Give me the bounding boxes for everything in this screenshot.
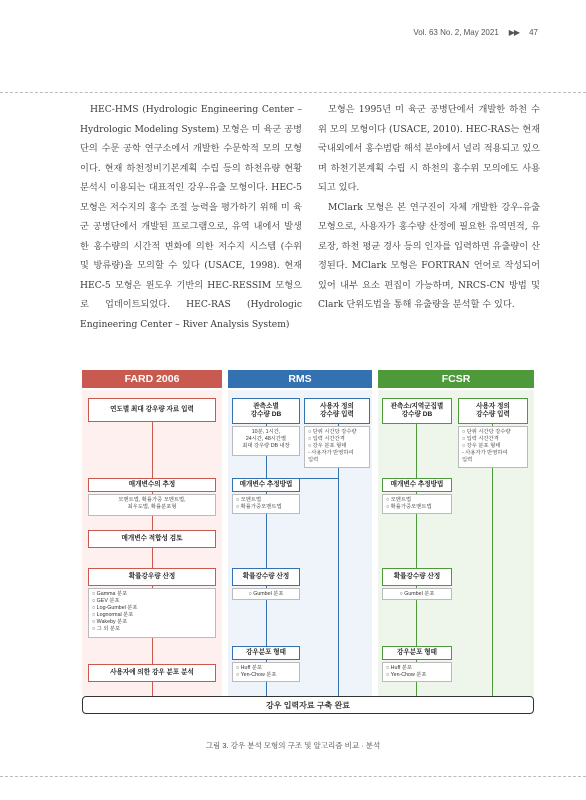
page-number: 47: [529, 28, 538, 37]
rms-db-box: 관측소별 강수량 DB: [232, 398, 300, 424]
running-header: [413, 28, 538, 37]
fcsr-prob-box: 확률강수량 산정: [382, 568, 452, 586]
volume-info: Vol. 63 No. 2, May 2021: [413, 28, 499, 37]
fard-fit-box: 매개변수 적합성 검토: [88, 530, 216, 548]
fcsr-dist-sub: ○ Huff 분포 ○ Yen-Chow 분포: [382, 662, 452, 682]
fard-prob-box: 확률강우량 산정: [88, 568, 216, 586]
top-divider: [0, 92, 586, 93]
fcsr-db-box: 관측소/지역군집별 강수량 DB: [382, 398, 452, 424]
figure-caption: 그림 3. 강우 분석 모형의 구조 및 알고리즘 비교 · 분석: [205, 741, 381, 750]
rms-dist-box: 강우분포 형태: [232, 646, 300, 660]
right-column: [318, 100, 540, 315]
band-fard: FARD 2006: [82, 370, 222, 388]
fcsr-dist-box: 강우분포 형태: [382, 646, 452, 660]
rms-user-sub: ○ 단위 시간당 강수량 ○ 입력 시간간격 ○ 강우 분포 형태 - 사용자가 반영하여 입력: [304, 426, 370, 468]
final-box: 강우 입력자료 구축 완료: [82, 696, 534, 714]
fard-param-box: 매개변수의 추정: [88, 478, 216, 492]
fcsr-param-sub: ○ 모멘트법 ○ 확률가중모멘트법: [382, 494, 452, 514]
fcsr-user-sub: ○ 단위 시간당 강수량 ○ 입력 시간간격 ○ 강우 분포 형태 - 사용자가 반영하여 입력: [458, 426, 528, 468]
rms-prob-box: 확률강수량 산정: [232, 568, 300, 586]
fcsr-prob-sub: ○ Gumbel 분포: [382, 588, 452, 600]
left-column: [80, 100, 302, 334]
paragraph: MClark 모형은 본 연구진이 자체 개발한 강우-유출 모형으로, 사용자가 홍수량 산정에 필요한 유역면적, 유로장, 하천 평균 경사 등의 인자를 입력하면 유출량이 산정된다. MClark 모형은 FORTRAN 언어로 작성되어 있어 내부 요소 편집이 가능하며, NRCS-CN 방법 및 Clark 단위도법을 통해 유출량을 분석할 수 있다.: [318, 201, 540, 310]
arrows-icon: ▶▶: [508, 28, 520, 37]
rms-dist-sub: ○ Huff 분포 ○ Yen-Chow 분포: [232, 662, 300, 682]
rms-user-box: 사용자 정의 강수량 입력: [304, 398, 370, 424]
paragraph: 모형은 1995년 미 육군 공병단에서 개발한 하천 수위 모의 모형이다 (USACE, 2010). HEC-RAS는 현재 국내외에서 홍수범람 해석 분야에서 널리 적용되고 있으며 하천기본계획 수립 시 하천의 홍수위 모의에도 사용되고 있다.: [318, 104, 540, 193]
figure-diagram: [82, 370, 534, 722]
fard-param-sub: 모멘트법, 확률가중 모멘트법, 최우도법, 확률분포형: [88, 494, 216, 516]
rms-param-box: 매개변수 추정방법: [232, 478, 300, 492]
fard-user-analysis-box: 사용자에 의한 강우 분포 분석: [88, 664, 216, 682]
fard-prob-sub: ○ Gamma 분포 ○ GEV 분포 ○ Log-Gumbel 분포 ○ Lognormal 분포 ○ Wakeby 분포 ○ 그 외 분포: [88, 588, 216, 638]
fcsr-param-box: 매개변수 추정방법: [382, 478, 452, 492]
rms-db-sub: 10분, 1시간, 24시간, 48시간별 최대 강우량 DB 내장: [232, 426, 300, 456]
fard-input-box: 연도별 최대 강우량 자료 입력: [88, 398, 216, 422]
fard-connector: [152, 412, 153, 702]
band-fcsr: FCSR: [378, 370, 534, 388]
band-rms: RMS: [228, 370, 372, 388]
paragraph: HEC-HMS (Hydrologic Engineering Center – Hydrologic Modeling System) 모형은 미 육군 공병단의 수문 공학 연구소에서 개발한 수문학적 모의 모형이다. 현재 하천정비기본계획 수립 등의 하천유량 현황 분석시 이용되는 대표적인 강우-유출 모형이다. HEC-5 모형은 저수지의 홍수 조절 능력을 평가하기 위해 미 육군 공병단에서 개발된 프로그램으로, 유역 내에서 발생한 홍수량의 시간적 변화에 의한 저수지 시스템 (수위 및 방류량)을 모의할 수 있다 (USACE, 1998). 현재 HEC-5 모형은 윈도우 기반의 HEC-RESSIM 모형으로 업데이트되었다. HEC-RAS (Hydrologic Engineering Center – River Analysis System): [80, 104, 302, 330]
rms-prob-sub: ○ Gumbel 분포: [232, 588, 300, 600]
bottom-divider: [0, 776, 586, 777]
rms-param-sub: ○ 모멘트법 ○ 확률가중모멘트법: [232, 494, 300, 514]
fcsr-user-box: 사용자 정의 강수량 입력: [458, 398, 528, 424]
